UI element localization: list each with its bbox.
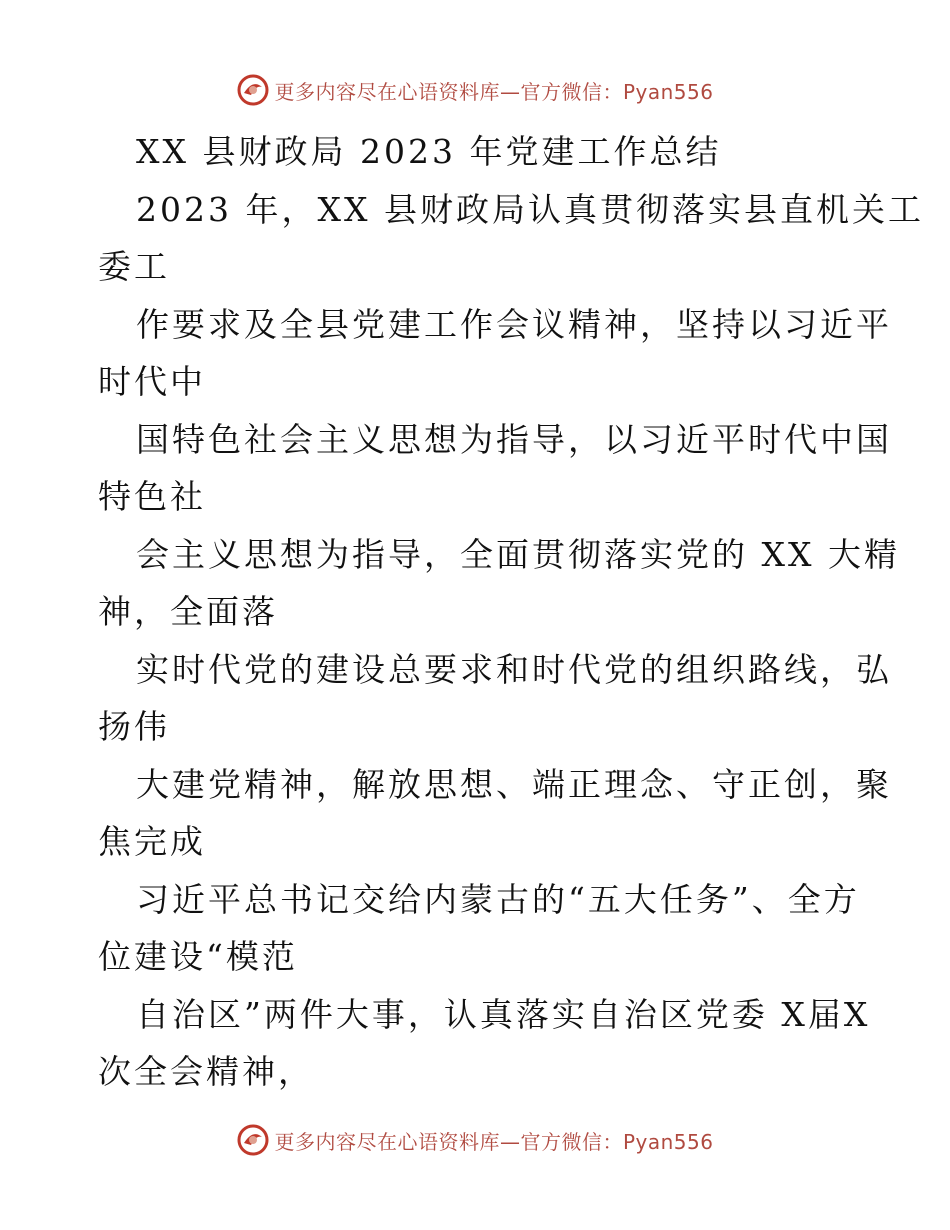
paragraph-line: 国特色社会主义思想为指导，以习近平时代中国	[136, 419, 892, 459]
banner-text: 更多内容尽在心语资料库—官方微信：Pyan556	[274, 79, 714, 104]
paragraph-line: 扬伟	[98, 707, 170, 746]
paragraph-line: 会主义思想为指导，全面贯彻落实党的 XX 大精	[136, 534, 900, 574]
red-swirl-logo-icon	[236, 1123, 270, 1157]
paragraph-line: 时代中	[98, 362, 206, 401]
header-banner	[0, 70, 950, 110]
paragraph-line: 神，全面落	[98, 592, 278, 631]
paragraph-line: 自治区”两件大事，认真落实自治区党委 X届X	[136, 994, 871, 1034]
paragraph-line: 大建党精神，解放思想、端正理念、守正创，聚	[136, 764, 892, 804]
red-swirl-logo-icon	[236, 73, 270, 107]
paragraph-line: 委工	[98, 247, 170, 286]
footer-banner	[0, 1120, 950, 1160]
paragraph-line: 2023 年，XX 县财政局认真贯彻落实县直机关工	[136, 189, 924, 229]
document-body	[98, 123, 924, 1101]
paragraph-line: 习近平总书记交给内蒙古的“五大任务”、全方	[136, 879, 860, 919]
paragraph-line: 作要求及全县党建工作会议精神，坚持以习近平	[136, 304, 892, 344]
document-title: XX 县财政局 2023 年党建工作总结	[136, 132, 722, 171]
paragraph-line: 特色社	[98, 477, 206, 516]
paragraph-line: 次全会精神，	[98, 1052, 314, 1091]
banner-text: 更多内容尽在心语资料库—官方微信：Pyan556	[274, 1129, 714, 1154]
paragraph-line: 焦完成	[98, 822, 206, 861]
paragraph-line: 实时代党的建设总要求和时代党的组织路线，弘	[136, 649, 892, 689]
paragraph-line: 位建设“模范	[98, 937, 298, 976]
